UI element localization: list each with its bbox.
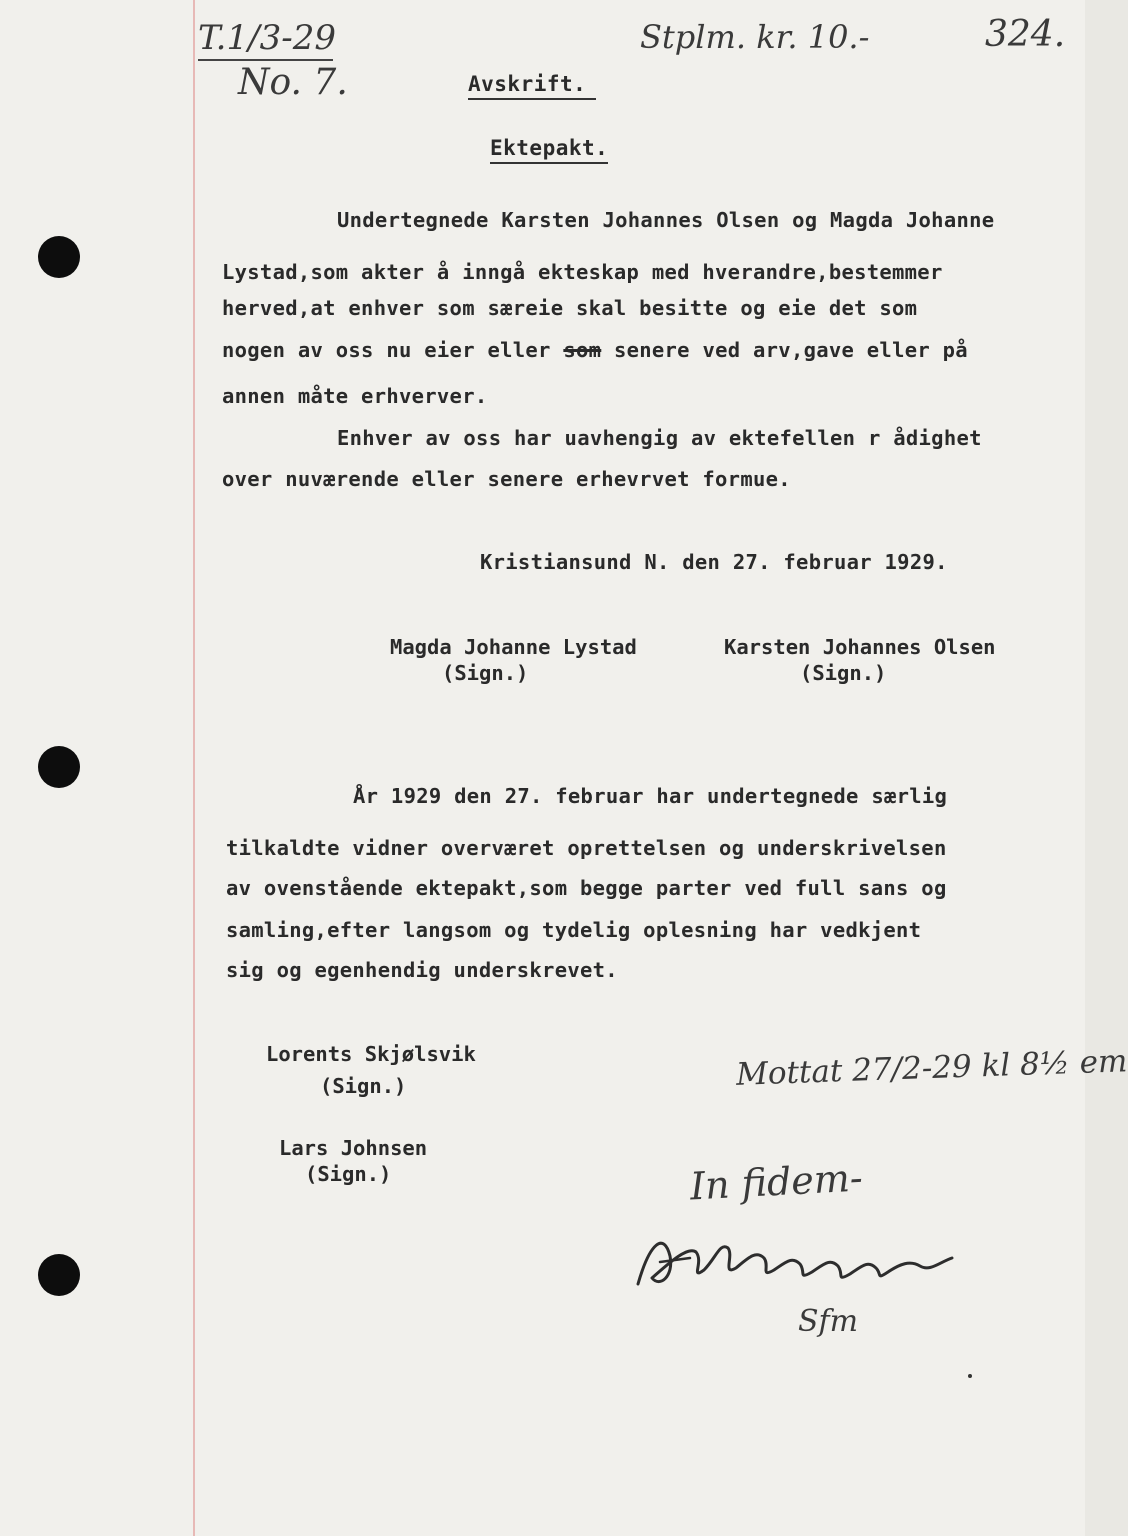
- paragraph-line: År 1929 den 27. februar har undertegnede særlig: [353, 784, 948, 808]
- paragraph-line: Undertegnede Karsten Johannes Olsen og Magda Johanne: [337, 208, 995, 232]
- date-note: T.1/3-29: [198, 18, 333, 61]
- punch-hole: [38, 1254, 80, 1296]
- signatory-sign: (Sign.): [800, 661, 887, 685]
- margin-rule: [193, 0, 195, 1536]
- witness-sign: (Sign.): [305, 1162, 392, 1186]
- place-date: Kristiansund N. den 27. februar 1929.: [480, 550, 948, 574]
- witness-name: Lorents Skjølsvik: [266, 1042, 476, 1066]
- punch-hole: [38, 236, 80, 278]
- paragraph-line: Lystad,som akter å inngå ekteskap med hverandre,bestemmer: [222, 260, 943, 284]
- official-signature: [630, 1222, 970, 1302]
- paragraph-line: over nuværende eller senere erhevrvet formue.: [222, 467, 791, 491]
- witness-name: Lars Johnsen: [279, 1136, 428, 1160]
- register-note: Stplm. kr. 10.-: [640, 18, 870, 56]
- paragraph-line: herved,at enhver som særeie skal besitte og eie det som: [222, 296, 918, 320]
- signatory-name: Magda Johanne Lystad: [390, 635, 637, 659]
- attest-note: In fidem-: [688, 1155, 864, 1209]
- witness-block: [279, 1136, 427, 1186]
- received-note: Mottat 27/2-29 kl 8½ em: [735, 1043, 1128, 1093]
- paragraph-line: sig og egenhendig underskrevet.: [226, 958, 618, 982]
- ink-dot: [968, 1374, 972, 1378]
- document-title: Avskrift.: [468, 72, 596, 100]
- paragraph-line: annen måte erhverver.: [222, 384, 488, 408]
- witness-block: [266, 1042, 476, 1098]
- paragraph-line: [222, 338, 968, 362]
- struck-word: som: [563, 338, 602, 362]
- number-note: No. 7.: [238, 62, 348, 103]
- paragraph-line: samling,efter langsom og tydelig oplesning har vedkjent: [226, 918, 922, 942]
- signatory-block: [390, 635, 637, 685]
- punch-hole: [38, 746, 80, 788]
- document-subtitle: Ektepakt.: [490, 136, 608, 164]
- paragraph-line: tilkaldte vidner overværet oprettelsen og underskrivelsen: [226, 836, 947, 860]
- signatory-name: Karsten Johannes Olsen: [724, 635, 996, 659]
- signatory-sign: (Sign.): [442, 661, 529, 685]
- signatory-block: [724, 635, 996, 685]
- witness-sign: (Sign.): [320, 1074, 407, 1098]
- paragraph-line: Enhver av oss har uavhengig av ektefellen r ådighet: [337, 426, 982, 450]
- line-text: nogen av oss nu eier eller: [222, 338, 551, 362]
- page-number: 324.: [985, 14, 1066, 55]
- line-text: senere ved arv,gave eller på: [613, 338, 968, 362]
- paragraph-line: av ovenstående ektepakt,som begge parter ved full sans og: [226, 876, 947, 900]
- official-title: Sfm: [798, 1304, 859, 1339]
